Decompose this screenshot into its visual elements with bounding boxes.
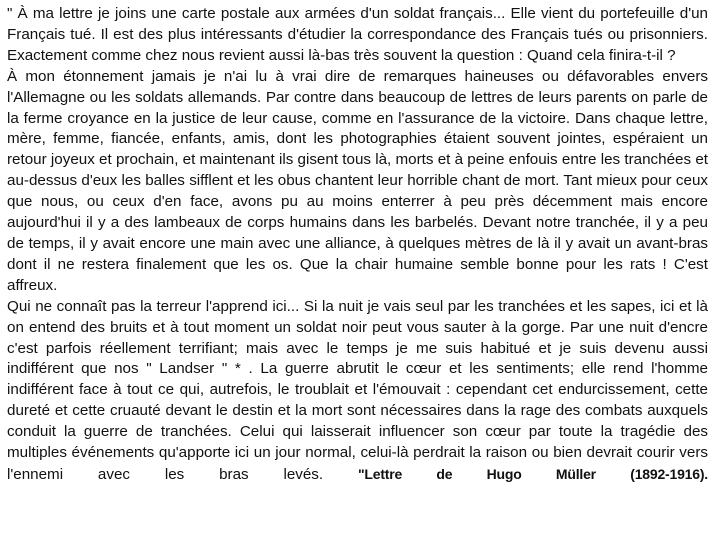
paragraph-intro: " À ma lettre je joins une carte postale aux armées d'un soldat français... Elle vient du portefeuille d'un Français tué. Il est des plus intéressants d'étudier la correspondance des Français tués ou prisonniers. Exactement comme chez nous revient aussi là-bas très souvent la question : Quand cela finira-t-il ?: [7, 5, 708, 64]
paragraph-observations: À mon étonnement jamais je n'ai lu à vrai dire de remarques haineuses ou défavorables envers l'Allemagne ou les soldats allemands. Par contre dans beaucoup de lettres de leurs parents on parle de la ferme croyance en la justice de leur cause, comme en l'assurance de la victoire. Dans chaque lettre, mère, femme, fiancée, enfants, amis, dont les photographies étaient souvent jointes, espéraient un retour joyeux et prochain, et maintenant ils gisent tous là, morts et à peine enfouis entre les tranchées et au-dessus d'eux les balles sifflent et les obus chantent leur horrible chant de mort. Tant mieux pour ceux que nous, ou ceux d'en face, avons pu au moins enterrer à peu près décemment mais encore aujourd'hui il y a des lambeaux de corps humains dans les barbelés. Devant notre tranchée, il y a peu de temps, il y avait encore une main avec une alliance, à quelques mètres de là il y avait un avant-bras dont il ne restera finalement que les os. Que la chair humaine semble bonne pour les rats ! C'est affreux.: [7, 67, 708, 294]
letter-signature: "Lettre de Hugo Müller (1892-1916).: [357, 465, 708, 482]
paragraph-terror-text: Qui ne connaît pas la terreur l'apprend ici... Si la nuit je vais seul par les tranchées et les sapes, ici et là on entend des bruits et à tout moment un soldat noir peut vous sauter à la gorge. Par une nuit d'encre c'est parfois réellement terrifiant; mais avec le temps je me suis habitué et je suis devenu aussi indifférent que nos " Landser " * . La guerre abrutit le cœur et les sentiments; elle rend l'homme indifférent face à tout ce qui, autrefois, le troublait et l'émouvait : cependant cet endurcissement, cette dureté et cette cruauté devant le destin et la mort sont nécessaires dans la rage des combats auxquels conduit la guerre de tranchées. Celui qui laisserait influencer son cœur par toute la tragédie des multiples événements qu'apporte ici un jour normal, celui-là perdrait la raison ou bien devrait courir vers l'ennemi avec les bras levés.: [7, 297, 708, 483]
letter-document: [7, 4, 708, 486]
paragraph-terror: [7, 297, 708, 486]
